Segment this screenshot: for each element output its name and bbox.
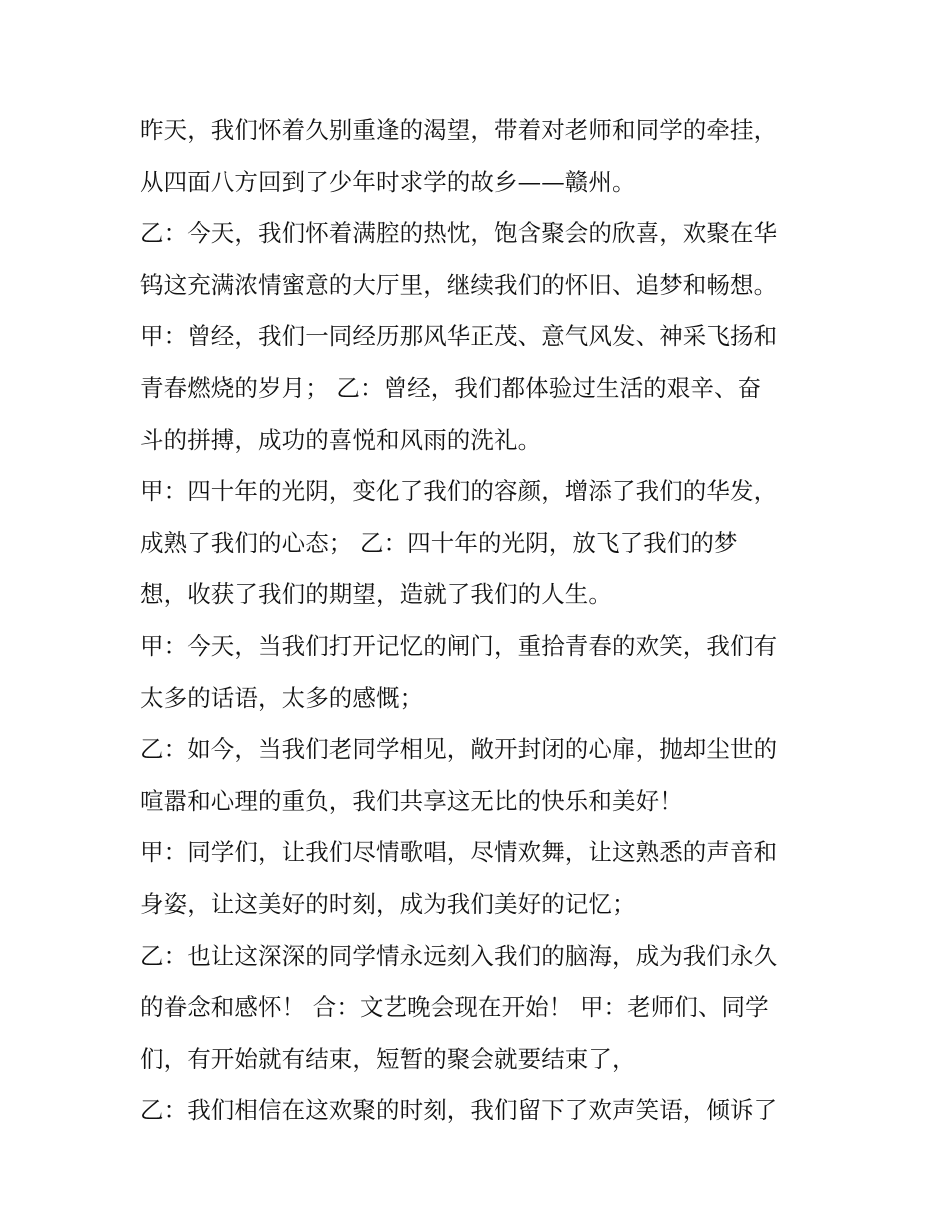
text-line: 斗的拼搏，成功的喜悦和风雨的洗礼。 xyxy=(140,425,542,454)
text-line: 乙：如今，当我们老同学相见，敞开封闭的心扉，抛却尘世的 xyxy=(140,735,778,764)
text-line: 甲：同学们，让我们尽情歌唱，尽情欢舞，让这熟悉的声音和 xyxy=(140,838,778,867)
text-line: 喧嚣和心理的重负，我们共享这无比的快乐和美好！ xyxy=(140,786,683,815)
text-line: 身姿，让这美好的时刻，成为我们美好的记忆； xyxy=(140,889,636,918)
text-line: 的眷念和感怀！ 合：文艺晚会现在开始！ 甲：老师们、同学 xyxy=(140,993,769,1022)
text-line: 甲：曾经，我们一同经历那风华正茂、意气风发、神采飞扬和 xyxy=(140,322,778,351)
text-line: 们，有开始就有结束，短暂的聚会就要结束了， xyxy=(140,1044,636,1073)
body-text xyxy=(140,105,830,1137)
text-line: 成熟了我们的心态； 乙：四十年的光阴，放飞了我们的梦 xyxy=(140,528,738,557)
text-line: 昨天，我们怀着久别重逢的渴望，带着对老师和同学的牵挂， xyxy=(140,116,778,144)
text-line: 乙：今天，我们怀着满腔的热忱，饱含聚会的欣喜，欢聚在华 xyxy=(140,219,778,248)
text-line: 青春燃烧的岁月； 乙：曾经，我们都体验过生活的艰辛、奋 xyxy=(140,373,762,402)
text-line: 从四面八方回到了少年时求学的故乡——赣州。 xyxy=(140,167,636,196)
text-line: 钨这充满浓情蜜意的大厅里，继续我们的怀旧、追梦和畅想。 xyxy=(140,270,778,299)
text-line: 甲：今天，当我们打开记忆的闸门，重拾青春的欢笑，我们有 xyxy=(140,631,778,660)
text-line: 甲：四十年的光阴，变化了我们的容颜，增添了我们的华发， xyxy=(140,477,778,506)
text-line: 想，收获了我们的期望，造就了我们的人生。 xyxy=(140,580,612,609)
text-line: 太多的话语，太多的感慨； xyxy=(140,683,424,712)
text-line: 乙：我们相信在这欢聚的时刻，我们留下了欢声笑语，倾诉了 xyxy=(140,1096,778,1125)
text-line: 乙：也让这深深的同学情永远刻入我们的脑海，成为我们永久 xyxy=(140,941,778,970)
